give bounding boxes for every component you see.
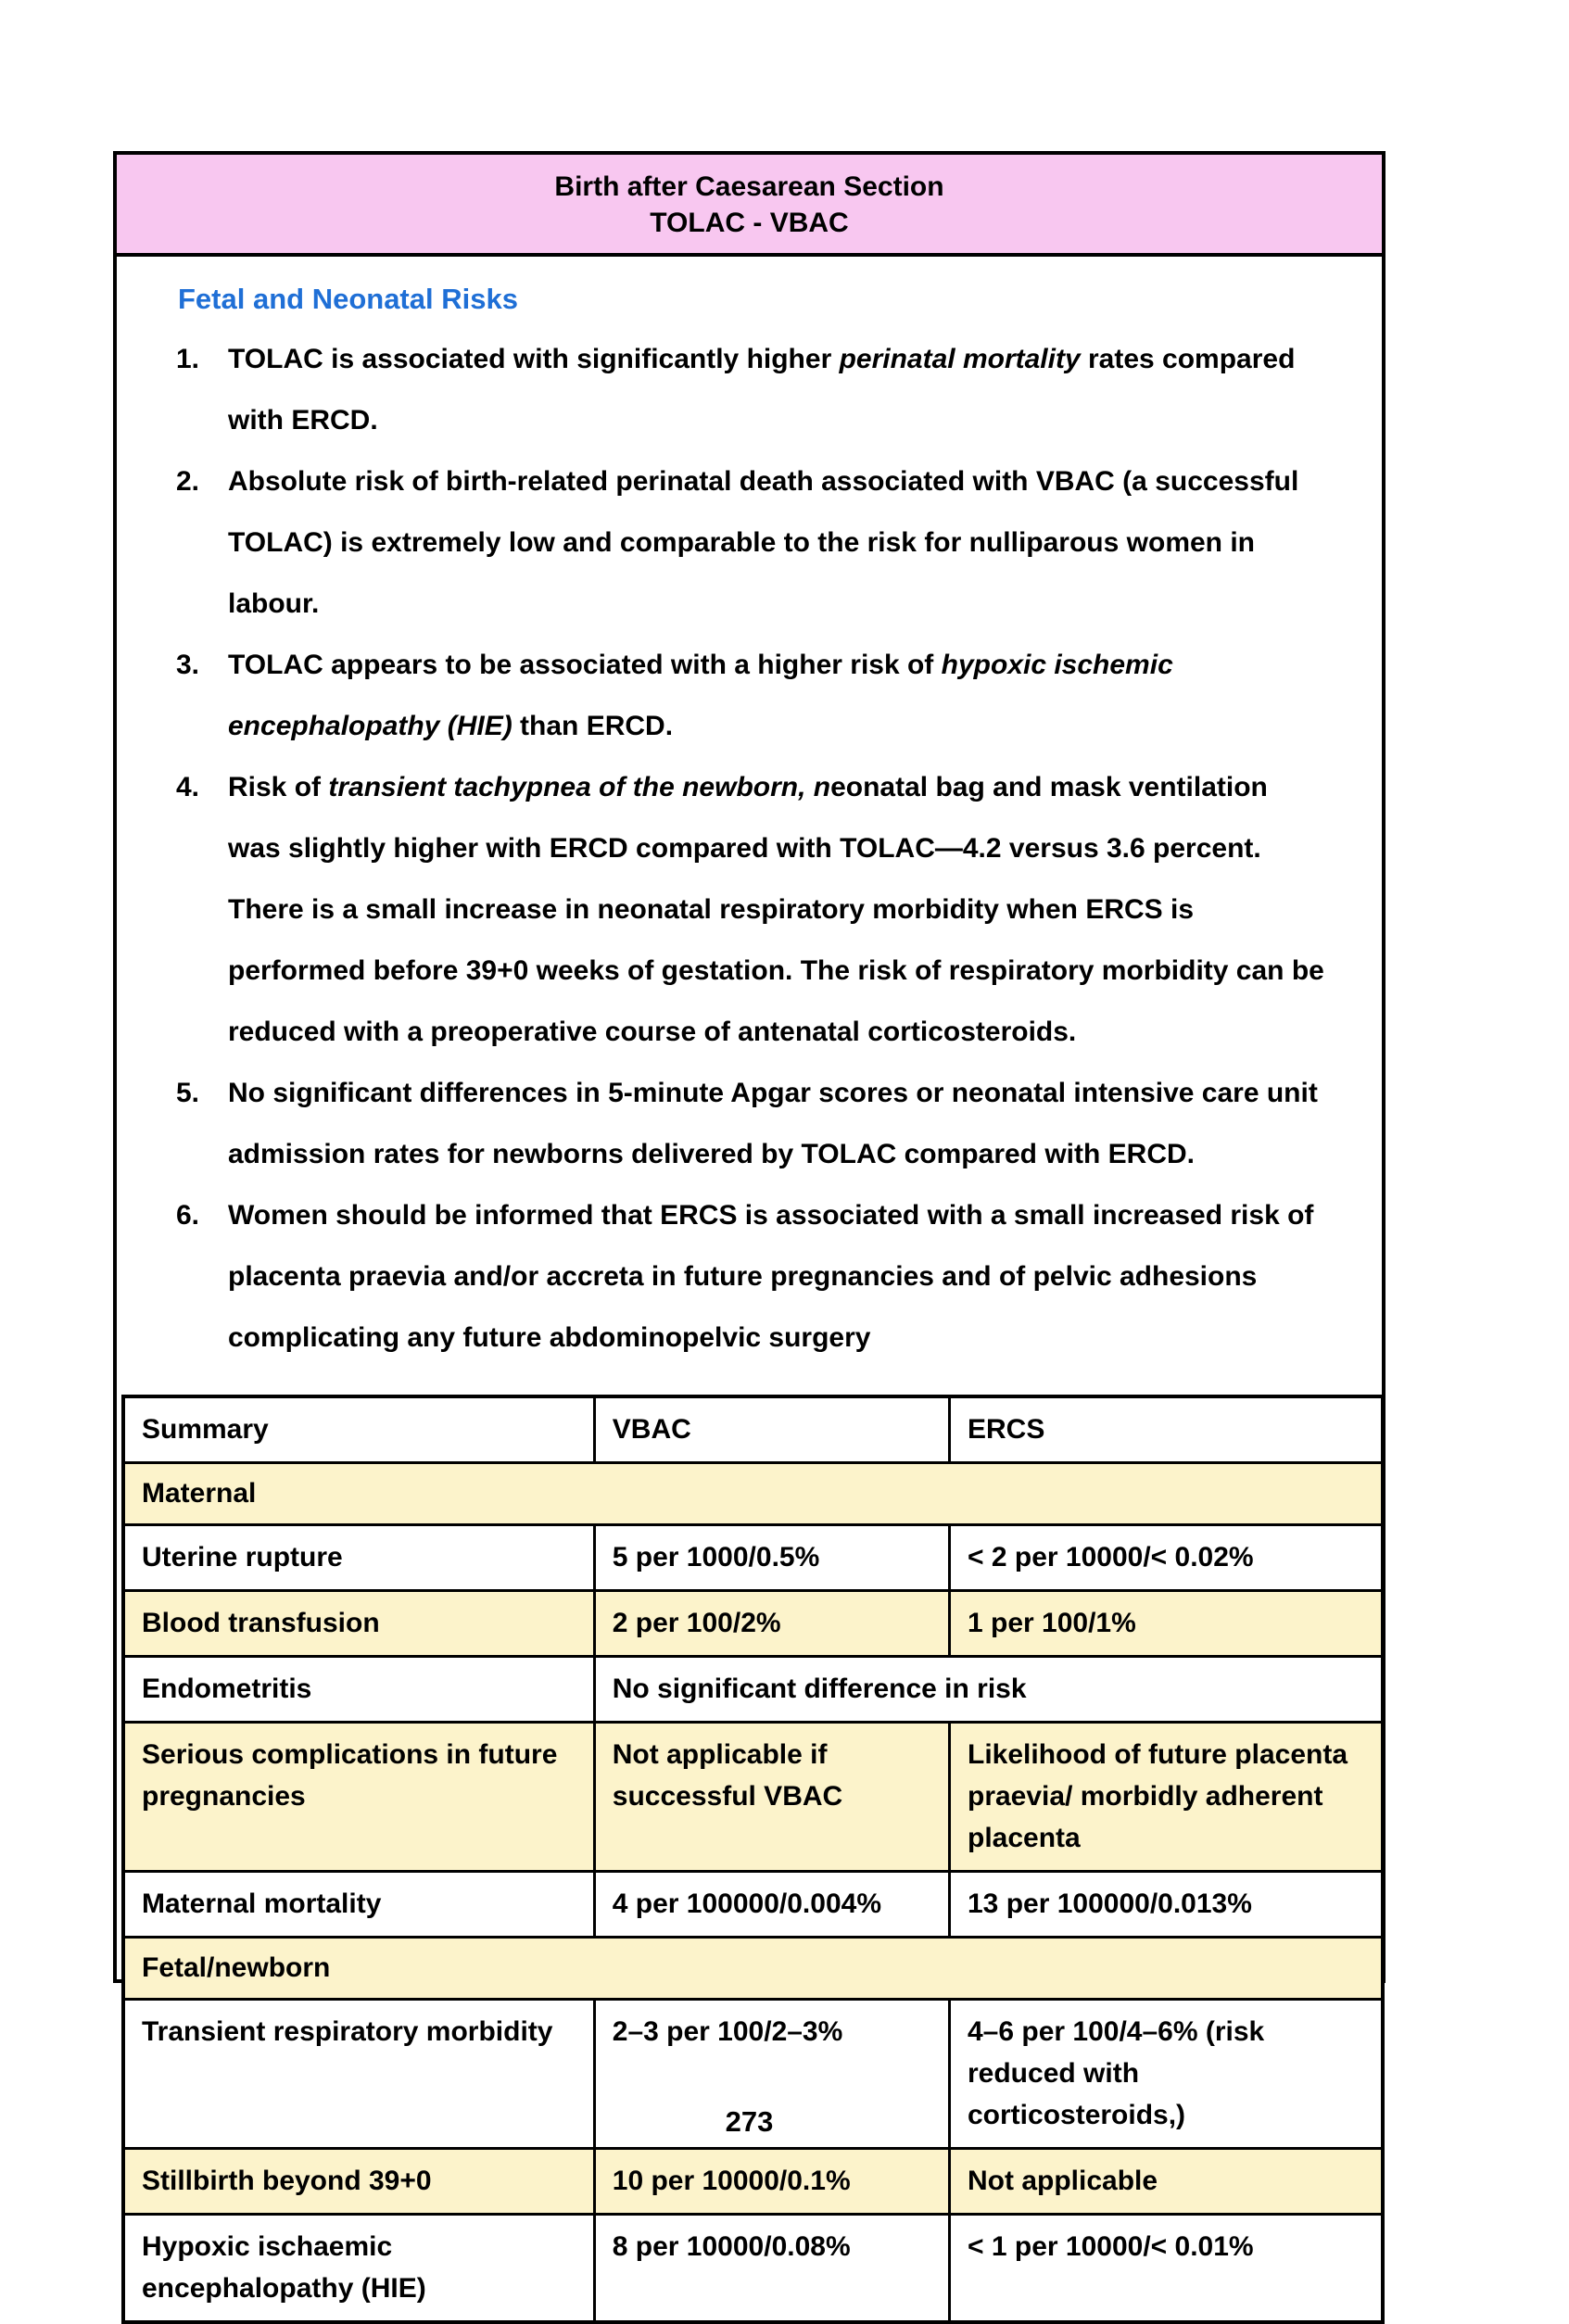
- list-item: [176, 635, 1326, 757]
- section-heading: Fetal and Neonatal Risks: [178, 283, 518, 315]
- table-cell: 13 per 100000/0.013%: [950, 1872, 1384, 1938]
- list-item: [176, 757, 1326, 1063]
- table-row: [123, 2149, 1383, 2215]
- table-cell: 2 per 100/2%: [594, 1591, 949, 1657]
- table-cell: Not applicable if successful VBAC: [594, 1723, 949, 1872]
- table-cell: < 2 per 10000/< 0.02%: [950, 1525, 1384, 1591]
- table-cell: Maternal mortality: [123, 1872, 594, 1938]
- table-cell: Not applicable: [950, 2149, 1384, 2215]
- summary-table: [121, 1395, 1385, 2324]
- table-cell: Blood transfusion: [123, 1591, 594, 1657]
- table-header-row: [123, 1396, 1383, 1463]
- table-cell: 10 per 10000/0.1%: [594, 2149, 949, 2215]
- table-cell: < 1 per 10000/< 0.01%: [950, 2215, 1384, 2323]
- document-title-line2: TOLAC - VBAC: [650, 208, 849, 238]
- page-number: 273: [725, 2105, 774, 2138]
- table-cell: No significant difference in risk: [594, 1657, 1383, 1723]
- list-item-number: 1.: [176, 344, 200, 374]
- table-row: [123, 1723, 1383, 1872]
- table-section-row: [123, 1463, 1383, 1525]
- table-section-label: Maternal: [123, 1463, 1383, 1525]
- table-row: [123, 2215, 1383, 2323]
- list-item-text: TOLAC is associated with significantly higher perinatal mortality rates compared with ERCD.: [228, 344, 1296, 436]
- list-item: [176, 329, 1326, 451]
- table-cell: 4–6 per 100/4–6% (risk reduced with corticosteroids,): [950, 2000, 1384, 2149]
- list-item-text: No significant differences in 5-minute Apgar scores or neonatal intensive care unit admission rates for newborns delivered by TOLAC compared with ERCD.: [228, 1078, 1318, 1169]
- table-row: [123, 1525, 1383, 1591]
- list-item-number: 3.: [176, 650, 200, 680]
- list-item-number: 2.: [176, 466, 200, 497]
- document-body: [117, 257, 1382, 1369]
- table-row: [123, 1657, 1383, 1723]
- table-header-cell: ERCS: [950, 1396, 1384, 1463]
- table-cell: 2–3 per 100/2–3%: [594, 2000, 949, 2149]
- document-title-line1: Birth after Caesarean Section: [554, 171, 944, 202]
- table-cell: Uterine rupture: [123, 1525, 594, 1591]
- table-cell: Transient respiratory morbidity: [123, 2000, 594, 2149]
- table-cell: 5 per 1000/0.5%: [594, 1525, 949, 1591]
- list-item-number: 4.: [176, 772, 200, 802]
- table-cell: Serious complications in future pregnancies: [123, 1723, 594, 1872]
- list-item-text: Absolute risk of birth-related perinatal death associated with VBAC (a successful TOLAC) is extremely low and comparable to the risk for nulliparous women in labour.: [228, 466, 1299, 619]
- table-cell: Likelihood of future placenta praevia/ morbidly adherent placenta: [950, 1723, 1384, 1872]
- table-cell: Stillbirth beyond 39+0: [123, 2149, 594, 2215]
- title-banner: [117, 155, 1382, 257]
- table-header-cell: VBAC: [594, 1396, 949, 1463]
- list-item-number: 6.: [176, 1200, 200, 1231]
- list-item-text: Risk of transient tachypnea of the newborn, neonatal bag and mask ventilation was slightly higher with ERCD compared with TOLAC—4.2 versus 3.6 percent. There is a small increase in neonatal respiratory morbidity when ERCS is performed before 39+0 weeks of gestation. The risk of respiratory morbidity can be reduced with a preoperative course of antenatal corticosteroids.: [228, 772, 1324, 1047]
- table-row: [123, 1591, 1383, 1657]
- table-section-row: [123, 1938, 1383, 2000]
- list-item: [176, 1185, 1326, 1369]
- table-row: [123, 1872, 1383, 1938]
- list-item: [176, 1063, 1326, 1185]
- table-cell: 8 per 10000/0.08%: [594, 2215, 949, 2323]
- list-item-number: 5.: [176, 1078, 200, 1108]
- table-cell: 1 per 100/1%: [950, 1591, 1384, 1657]
- list-item-text: Women should be informed that ERCS is associated with a small increased risk of placenta praevia and/or accreta in future pregnancies and of pelvic adhesions complicating any future abdominopelvic surgery: [228, 1200, 1314, 1353]
- table-cell: Endometritis: [123, 1657, 594, 1723]
- table-section-label: Fetal/newborn: [123, 1938, 1383, 2000]
- table-cell: Hypoxic ischaemic encephalopathy (HIE): [123, 2215, 594, 2323]
- table-header-cell: Summary: [123, 1396, 594, 1463]
- table-cell: 4 per 100000/0.004%: [594, 1872, 949, 1938]
- list-item-text: TOLAC appears to be associated with a higher risk of hypoxic ischemic encephalopathy (HIE) than ERCD.: [228, 650, 1173, 741]
- list-item: [176, 451, 1326, 635]
- numbered-list: [176, 329, 1326, 1369]
